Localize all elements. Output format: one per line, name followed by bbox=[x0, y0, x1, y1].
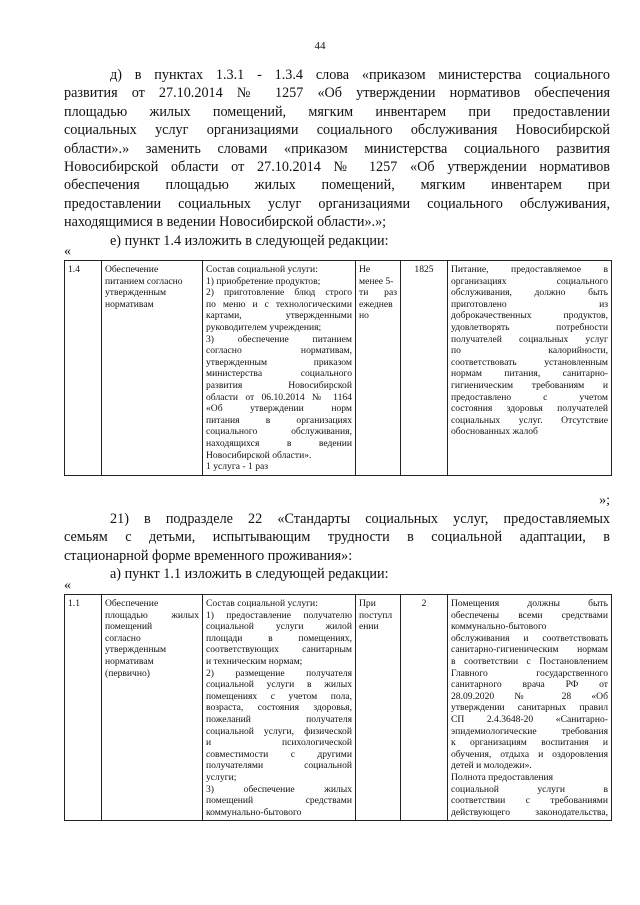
cell-line: ежеднев bbox=[359, 298, 393, 310]
cell-line: обеспечены всеми средствами bbox=[451, 609, 608, 621]
text-line: области».» заменить словами «приказом министерства социального развития bbox=[64, 140, 610, 157]
cell-line: получателями социальной bbox=[206, 760, 352, 772]
cell-term bbox=[356, 595, 401, 821]
text-line: площадью жилых помещений, мягким инвентарем при предоставлении bbox=[64, 103, 610, 120]
cell-code: 1.1 bbox=[65, 595, 102, 821]
text-line: Новосибирской области от 27.10.2014 № 1257 «Об утверждении нормативов bbox=[64, 159, 610, 176]
paragraph-d bbox=[64, 66, 610, 232]
cell-service-content bbox=[203, 595, 356, 821]
cell-line: менее 5- bbox=[359, 275, 394, 287]
cell-line: 1) предоставление получателю bbox=[206, 609, 352, 621]
cell-line: детей и молодежи». bbox=[451, 760, 532, 772]
cell-line: Обеспечение bbox=[105, 264, 159, 275]
cell-line: 1 услуга - 1 раз bbox=[206, 461, 269, 473]
service-table-1 bbox=[64, 260, 612, 476]
cell-line: 3) обеспечение жилых bbox=[206, 783, 352, 795]
page-number: 44 bbox=[314, 40, 326, 52]
cell-line: к организациям воспитания и bbox=[451, 737, 608, 749]
cell-line: Новосибирской области». bbox=[206, 449, 312, 461]
cell-line: санитарного врача РФ от bbox=[451, 679, 608, 691]
cell-line: социального обслуживания, bbox=[206, 426, 352, 438]
cell-line: утвержденным bbox=[105, 287, 167, 299]
cell-line: питанием согласно bbox=[105, 275, 183, 287]
cell-line: по меню и с технологическими bbox=[206, 298, 352, 310]
cell-line: и техническим нормам; bbox=[206, 655, 303, 667]
cell-line: но bbox=[359, 310, 369, 322]
paragraph-a bbox=[64, 565, 610, 583]
cell-line: министерства социального bbox=[206, 368, 352, 380]
text-line: стационарной форме временного проживания»: bbox=[64, 547, 353, 564]
cell-tariff: 1825 bbox=[401, 261, 448, 476]
service-table-2 bbox=[64, 594, 612, 821]
cell-line: действующего законодательства, bbox=[451, 806, 608, 818]
cell-line: площади в помещениях, bbox=[206, 632, 352, 644]
cell-quality bbox=[448, 261, 612, 476]
cell-line: питания в организациях bbox=[206, 414, 352, 426]
cell-line: утвержденным bbox=[105, 644, 167, 656]
cell-service-name bbox=[102, 595, 203, 821]
cell-line: 1) приобретение продуктов; bbox=[206, 275, 321, 287]
cell-line: Питание, предоставляемое в bbox=[451, 264, 608, 275]
cell-service-content bbox=[203, 261, 356, 476]
cell-line: развития Новосибирской bbox=[206, 379, 352, 391]
cell-line: Состав социальной услуги: bbox=[206, 264, 318, 275]
cell-line: санитарно-гигиеническим нормам bbox=[451, 644, 608, 656]
cell-line: обоснованных жалоб bbox=[451, 426, 538, 438]
text-line: находящимися в ведении Новосибирской области».»; bbox=[64, 214, 387, 231]
cell-line: нормативам bbox=[105, 655, 154, 667]
cell-line: 2) размещение получателя bbox=[206, 667, 352, 679]
text-line: развития от 27.10.2014 № 1257 «Об утверждении нормативов обеспечения bbox=[64, 85, 610, 102]
cell-line: руководителем учреждения; bbox=[206, 321, 322, 333]
closing-quote: »; bbox=[599, 493, 610, 508]
cell-line: «Об утверждении норм bbox=[206, 403, 352, 415]
cell-code: 1.4 bbox=[65, 261, 102, 476]
opening-quote: « bbox=[64, 244, 71, 259]
cell-line: обслуживания и соответствовать bbox=[451, 632, 608, 644]
paragraph-e bbox=[64, 232, 610, 250]
cell-line: коммунально-бытового bbox=[451, 621, 547, 633]
cell-line: согласно bbox=[105, 632, 141, 644]
cell-service-name bbox=[102, 261, 203, 476]
cell-line: возраста, состояния здоровья, bbox=[206, 702, 352, 714]
cell-line: утвержденным приказом bbox=[206, 356, 352, 368]
cell-line: приготовлено из bbox=[451, 298, 608, 310]
cell-line: состояния здоровья получателей bbox=[451, 403, 608, 415]
cell-line: социальной услуги, физической bbox=[206, 725, 352, 737]
text-line: д) в пунктах 1.3.1 - 1.3.4 слова «приказом министерства социального bbox=[110, 67, 610, 83]
cell-line: ении bbox=[359, 621, 379, 633]
cell-line: области от 06.10.2014 № 1164 bbox=[206, 391, 352, 403]
cell-line: Обеспечение bbox=[105, 598, 159, 609]
cell-line: пожеланий получателя bbox=[206, 713, 352, 725]
cell-line: организациях социального bbox=[451, 275, 608, 287]
cell-line: площадью жилых bbox=[105, 609, 199, 621]
cell-line: эпидемиологические требования bbox=[451, 725, 608, 737]
cell-line: соответствующих санитарным bbox=[206, 644, 352, 656]
cell-line: удовлетворять потребности bbox=[451, 321, 608, 333]
cell-line: ти раз bbox=[359, 287, 397, 299]
cell-line: в соответствии с Постановлением bbox=[451, 655, 608, 667]
cell-line: предоставлено с учетом bbox=[451, 391, 608, 403]
table-row bbox=[65, 261, 612, 476]
cell-line: поступл bbox=[359, 609, 393, 621]
cell-line: картами, утвержденными bbox=[206, 310, 352, 322]
opening-quote: « bbox=[64, 578, 71, 593]
cell-line: помещениях с учетом пола, bbox=[206, 690, 352, 702]
cell-line: нормативам bbox=[105, 298, 154, 310]
cell-line: Не bbox=[359, 264, 371, 275]
table-row bbox=[65, 595, 612, 821]
text-line: обеспечения площадью жилых помещений, мягким инвентарем при bbox=[64, 177, 610, 194]
text-line: предоставлении социальных услуг организациями социального обслуживания, bbox=[64, 195, 610, 212]
cell-line: Состав социальной услуги: bbox=[206, 598, 318, 609]
cell-line: При bbox=[359, 598, 376, 609]
cell-line: помещений bbox=[105, 621, 153, 633]
cell-line: услуги; bbox=[206, 771, 237, 783]
cell-line: Полнота предоставления bbox=[451, 771, 554, 783]
cell-line: соответствовать установленным bbox=[451, 356, 608, 368]
cell-line: согласно нормативам, bbox=[206, 345, 352, 357]
text-line: 21) в подразделе 22 «Стандарты социальных услуг, предоставляемых bbox=[110, 511, 610, 527]
text-line: социальных услуг организациями социального обслуживания Новосибирской bbox=[64, 122, 610, 139]
cell-line: (первично) bbox=[105, 667, 150, 679]
cell-line: гигиеническим требованиям и bbox=[451, 379, 608, 391]
cell-line: социальных услуг. Отсутствие bbox=[451, 414, 608, 426]
cell-line: обслуживания, должно быть bbox=[451, 287, 608, 299]
cell-line: СП 2.4.3648-20 «Санитарно- bbox=[451, 713, 608, 725]
paragraph-21 bbox=[64, 510, 610, 565]
cell-tariff: 2 bbox=[401, 595, 448, 821]
cell-line: соответствии с требованиями bbox=[451, 795, 608, 807]
cell-line: 2) приготовление блюд строго bbox=[206, 287, 352, 299]
cell-line: получателей социальных услуг bbox=[451, 333, 608, 345]
cell-line: коммунально-бытового bbox=[206, 806, 302, 818]
cell-quality bbox=[448, 595, 612, 821]
cell-line: социальной услуги в жилых bbox=[206, 679, 352, 691]
cell-line: помещений средствами bbox=[206, 795, 352, 807]
cell-line: доброкачественных продуктов, bbox=[451, 310, 608, 322]
cell-line: социальной услуги в bbox=[451, 783, 608, 795]
cell-line: 3) обеспечение питанием bbox=[206, 333, 352, 345]
cell-term bbox=[356, 261, 401, 476]
cell-line: обучения, отдыха и оздоровления bbox=[451, 748, 608, 760]
cell-line: Главного государственного bbox=[451, 667, 608, 679]
cell-line: утверждении санитарных правил bbox=[451, 702, 608, 714]
cell-line: нормам питания, санитарно- bbox=[451, 368, 608, 380]
text-line: е) пункт 1.4 изложить в следующей редакции: bbox=[110, 233, 389, 249]
cell-line: социальной услуги жилой bbox=[206, 621, 352, 633]
cell-line: по калорийности, bbox=[451, 345, 608, 357]
cell-line: Помещения должны быть bbox=[451, 598, 608, 609]
cell-line: 28.09.2020 № 28 «Об bbox=[451, 690, 608, 702]
cell-line: совместимости с другими bbox=[206, 748, 352, 760]
text-line: семьям с детьми, испытывающим трудности в социальной адаптации, в bbox=[64, 529, 610, 546]
cell-line: и психологической bbox=[206, 737, 352, 749]
cell-line: находящихся в ведении bbox=[206, 437, 352, 449]
text-line: а) пункт 1.1 изложить в следующей редакции: bbox=[110, 566, 389, 582]
